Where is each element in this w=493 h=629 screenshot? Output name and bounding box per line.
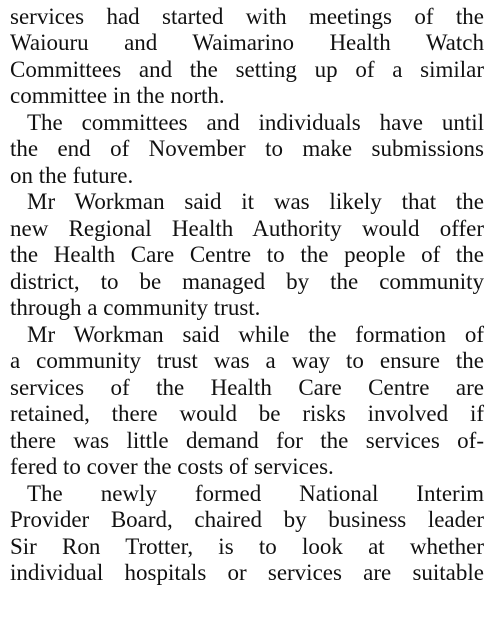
text-line: The newly formed National Interim (27, 481, 484, 506)
text-line: there was little demand for the services of- (10, 428, 484, 453)
text-line: the end of November to make submissions (10, 136, 484, 161)
text-line: the Health Care Centre to the people of the (10, 242, 484, 267)
text-line: The committees and individuals have until (27, 110, 484, 135)
text-line: Mr Workman said while the formation of (27, 322, 484, 347)
text-line: Sir Ron Trotter, is to look at whether (10, 534, 484, 559)
text-line: retained, there would be risks involved if (10, 401, 484, 426)
text-line: Provider Board, chaired by business leader (10, 507, 484, 532)
text-line: services of the Health Care Centre are (10, 375, 484, 400)
text-line: on the future. (10, 163, 134, 188)
text-line: individual hospitals or services are suitable (10, 560, 484, 585)
text-line: services had started with meetings of the (10, 4, 484, 29)
text-line: through a community trust. (10, 295, 261, 320)
text-line: new Regional Health Authority would offer (10, 216, 484, 241)
text-line: Committees and the setting up of a similar (10, 57, 484, 82)
text-line: district, to be managed by the community (10, 269, 484, 294)
text-line: Mr Workman said it was likely that the (27, 189, 484, 214)
text-line: fered to cover the costs of services. (10, 454, 334, 479)
text-line: Waiouru and Waimarino Health Watch (10, 30, 484, 55)
text-line: committee in the north. (10, 83, 225, 108)
text-line: a community trust was a way to ensure the (10, 348, 484, 373)
